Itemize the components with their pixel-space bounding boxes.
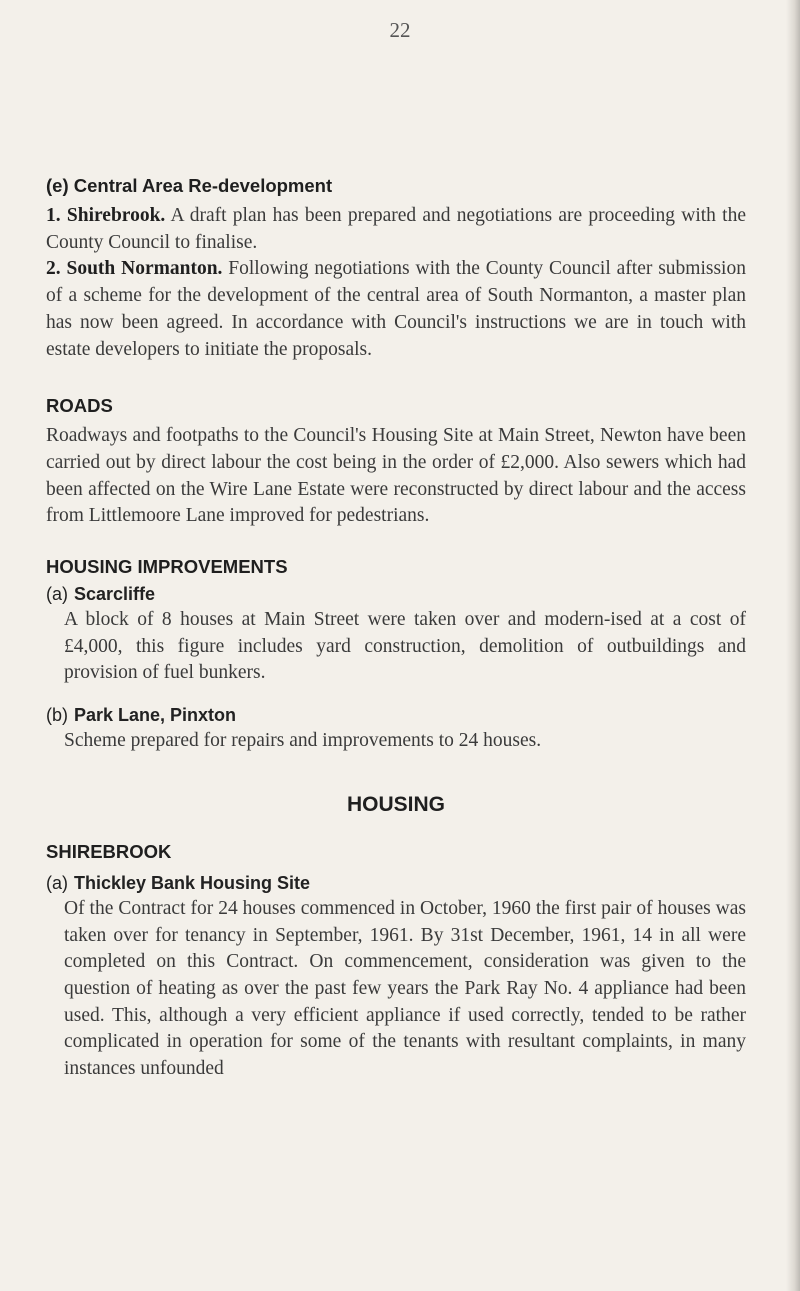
item-body-park-lane <box>46 728 746 755</box>
item-marker: (a) <box>46 584 68 605</box>
item-heading-thickley-bank <box>46 873 746 894</box>
housing-heading: HOUSING <box>346 792 445 816</box>
roads-paragraph: Roadways and footpaths to the Council's Housing Site at Main Street, Newton have been carried out by direct labour the cost being in the order of £2,000. Also sewers which had been affected on the Wire Lane Estate were reconstructed by direct labour and the access from Littlemoore Lane improved for pedestrians. <box>46 425 746 527</box>
roads-heading: ROADS <box>46 395 113 417</box>
scarcliffe-paragraph: A block of 8 houses at Main Street were taken over and modern-ised at a cost of £4,000, this figure includes yard construction, demolition of outbuildings and provision of fuel bunkers. <box>64 609 746 684</box>
central-area-item-2 <box>46 256 746 363</box>
item-body-thickley-bank <box>46 896 746 1083</box>
item-title: Thickley Bank Housing Site <box>74 872 311 893</box>
item-title: Scarcliffe <box>74 584 156 605</box>
item-text: Following negotiations with the County Council after submission of a scheme for the development of the central area of South Normanton, a master plan has now been agreed. In accordance with Council's instructions we are in touch with estate developers to initiate the proposals. <box>46 258 746 360</box>
central-area-item-1 <box>46 203 746 256</box>
item-label: 2. South Normanton. <box>46 258 223 280</box>
item-title: Park Lane, Pinxton <box>74 705 237 726</box>
document-body <box>46 175 746 1083</box>
item-label: 1. Shirebrook. <box>46 205 166 226</box>
thickley-bank-paragraph: Of the Contract for 24 houses commenced in October, 1960 the first pair of houses was taken over for tenancy in September, 1961. By 31st December, 1961, 14 in all were completed on this Contract. On commencement, consideration was given to the question of heating as over the past few years the Park Ray No. 4 appliance had been used. This, although a very efficient appliance if used correctly, tended to be rather complicated in operation for some of the tenants with resultant complaints, in many instances unfounded <box>64 897 746 1080</box>
item-heading-scarcliffe <box>46 584 746 605</box>
item-body-scarcliffe <box>46 607 746 687</box>
page-number: 22 <box>389 18 411 42</box>
central-area-heading: (e) Central Area Re-development <box>46 175 333 196</box>
park-lane-paragraph: Scheme prepared for repairs and improvements to 24 houses. <box>64 730 542 752</box>
item-marker: (a) <box>46 872 68 893</box>
shirebrook-heading: SHIREBROOK <box>46 840 172 862</box>
item-marker: (b) <box>46 705 68 726</box>
housing-improvements-heading: HOUSING IMPROVEMENTS <box>46 556 288 578</box>
item-heading-park-lane <box>46 705 746 726</box>
page-edge-shadow <box>786 0 800 1291</box>
item-text: A draft plan has been prepared and negotiations are proceeding with the County Council to finalise. <box>46 205 746 253</box>
